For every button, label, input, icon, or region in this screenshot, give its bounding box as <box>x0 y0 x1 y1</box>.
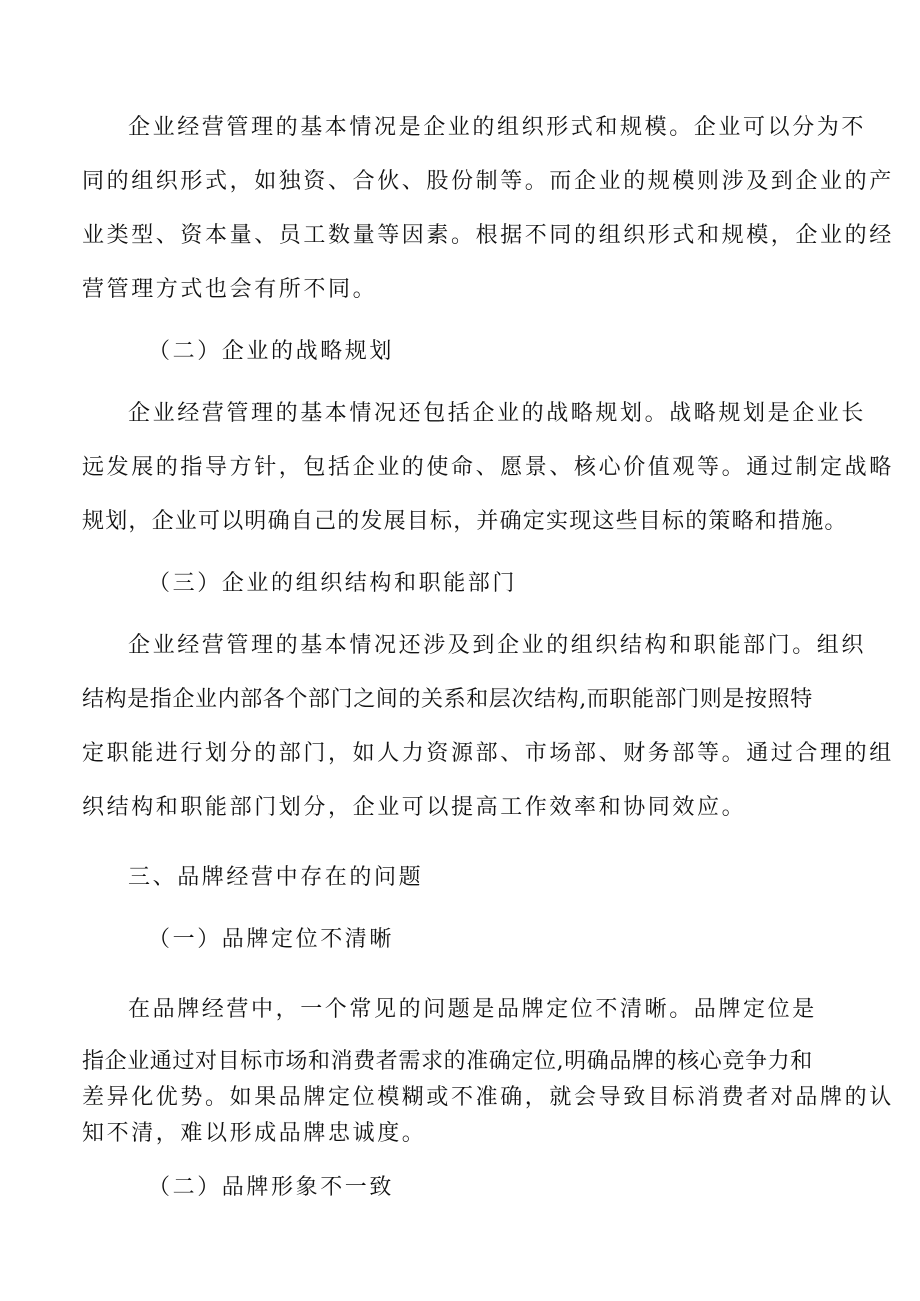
heading-brand-image: （二）品牌形象不一致 <box>148 1175 395 1200</box>
paragraph-3-line-4: 织结构和职能部门划分，企业可以提高工作效率和协同效应。 <box>82 795 747 820</box>
heading-strategy: （二）企业的战略规划 <box>148 339 395 364</box>
paragraph-1-line-1: 企业经营管理的基本情况是企业的组织形式和规模。企业可以分为不 <box>128 115 867 140</box>
heading-org-structure: （三）企业的组织结构和职能部门 <box>148 571 518 596</box>
paragraph-1-line-3: 业类型、资本量、员工数量等因素。根据不同的组织形式和规模，企业的经 <box>82 223 894 248</box>
paragraph-3-line-1: 企业经营管理的基本情况还涉及到企业的组织结构和职能部门。组织 <box>128 633 867 658</box>
paragraph-1-line-4: 营管理方式也会有所不同。 <box>82 277 378 302</box>
paragraph-4-line-4: 知不清，难以形成品牌忠诚度。 <box>82 1121 427 1146</box>
paragraph-4-line-3: 差异化优势。如果品牌定位模糊或不准确，就会导致目标消费者对品牌的认 <box>82 1085 894 1110</box>
paragraph-3-line-3: 定职能进行划分的部门，如人力资源部、市场部、财务部等。通过合理的组 <box>82 741 894 766</box>
paragraph-2-line-3: 规划，企业可以明确自己的发展目标，并确定实现这些目标的策略和措施。 <box>82 509 848 534</box>
paragraph-2-line-1: 企业经营管理的基本情况还包括企业的战略规划。战略规划是企业长 <box>128 401 867 426</box>
heading-brand-positioning: （一）品牌定位不清晰 <box>148 927 395 952</box>
paragraph-4-line-2: 指企业通过对目标市场和消费者需求的准确定位,明确品牌的核心竞争力和 <box>82 1049 813 1074</box>
section-3-title: 三、品牌经营中存在的问题 <box>128 865 424 890</box>
paragraph-1-line-2: 同的组织形式，如独资、合伙、股份制等。而企业的规模则涉及到企业的产 <box>82 169 894 194</box>
paragraph-4-line-1: 在品牌经营中，一个常见的问题是品牌定位不清晰。品牌定位是 <box>128 997 817 1022</box>
paragraph-2-line-2: 远发展的指导方针，包括企业的使命、愿景、核心价值观等。通过制定战略 <box>82 455 894 480</box>
paragraph-3-line-2: 结构是指企业内部各个部门之间的关系和层次结构,而职能部门则是按照特 <box>82 687 813 712</box>
